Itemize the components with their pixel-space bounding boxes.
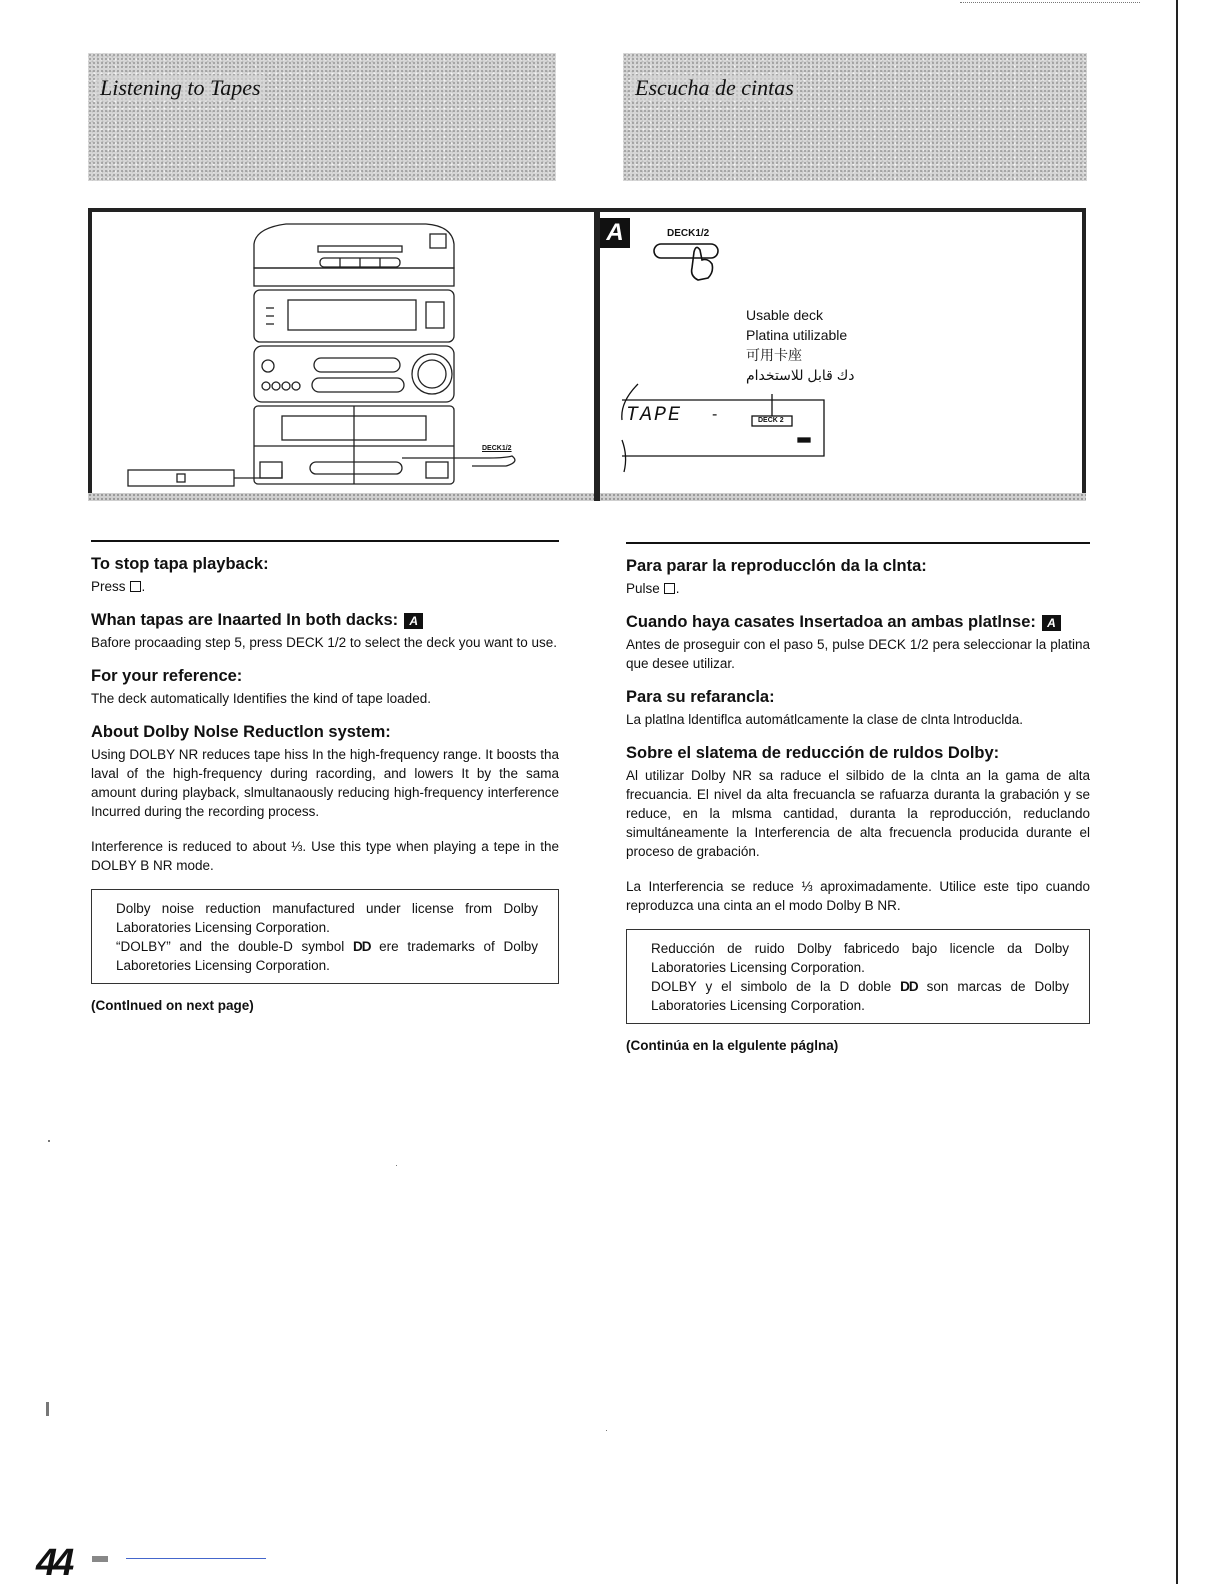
english-license-line-2 — [116, 937, 538, 975]
spanish-reference-heading: Para su refarancla: — [626, 688, 775, 706]
english-license-line-1: Dolby noise reduction manufactured under license from Dolby Laboratories Licensing Corporation. — [116, 901, 538, 935]
spanish-both-decks-heading-text: Cuando haya casates Insertadoa an ambas platlnse: — [626, 613, 1036, 631]
panel-a-badge: A — [600, 218, 630, 248]
spanish-section-banner — [623, 53, 1087, 181]
footer-line — [126, 1558, 266, 1559]
usable-deck-es: Platina utilizable — [746, 327, 848, 343]
spanish-stop-section — [626, 556, 1090, 598]
illustration-divider — [594, 208, 600, 501]
scan-speck — [606, 1430, 607, 1431]
spanish-stop-press: Pulse — [626, 581, 660, 596]
page-edge-rule — [1176, 0, 1178, 1584]
spanish-column-rule — [626, 542, 1090, 544]
english-section-banner — [88, 53, 556, 181]
usable-deck-en: Usable deck — [746, 307, 824, 323]
spanish-license-text-b: son marcas de Dolby Laboratories Licensing Corporation. — [651, 979, 1069, 1013]
english-reference-heading: For your reference: — [91, 667, 243, 685]
english-license-text-a: “DOLBY” and the double-D symbol — [116, 939, 345, 954]
english-reference-body: The deck automatically Identifies the kind of tape loaded. — [91, 691, 431, 706]
top-header-fragment — [960, 2, 1140, 4]
english-both-decks-body: Bafore procaading step 5, press DECK 1/2 to select the deck you want to use. — [91, 635, 558, 650]
spanish-dolby-section — [626, 743, 1090, 915]
spanish-reference-body: La platlna ldentiflca automátlcamente la clase de clnta lntroduclda. — [626, 712, 1023, 727]
usable-deck-ar: دك قابل للاستخدام — [746, 367, 855, 383]
spanish-both-decks-section — [626, 612, 1090, 673]
spanish-license-text-a: DOLBY y el simbolo de la D doble — [651, 979, 892, 994]
english-section-title: Listening to Tapes — [97, 75, 264, 101]
spanish-figure-a-badge: A — [1042, 615, 1061, 631]
stop-icon — [664, 583, 675, 594]
stereo-system-illustration — [96, 216, 592, 492]
display-dash: - — [712, 406, 718, 423]
spanish-license-line-2 — [651, 977, 1069, 1015]
spanish-both-decks-heading — [626, 612, 1090, 632]
spanish-stop-body: Pulse . — [626, 581, 680, 596]
spanish-license-box — [626, 929, 1090, 1024]
spanish-stop-heading: Para parar la reproducclón da la clnta: — [626, 557, 927, 575]
scan-speck — [46, 1402, 49, 1416]
usable-deck-caption — [746, 305, 855, 385]
english-both-decks-heading — [91, 610, 559, 630]
english-dolby-section — [91, 722, 559, 875]
spanish-section-title: Escucha de cintas — [632, 75, 797, 101]
english-license-box — [91, 889, 559, 984]
english-dolby-heading: About Dolby Nolse Reductlon system: — [91, 723, 391, 741]
page-number-rule — [92, 1556, 108, 1562]
tape-display-illustration — [614, 380, 830, 476]
english-license-text-b: ere trademarks of Dolby Laboretories Licensing Corporation. — [116, 939, 538, 973]
display-deck-indicator: DECK 2 — [758, 417, 784, 424]
english-continued-note: (Contlnued on next page) — [91, 998, 254, 1013]
english-column — [91, 540, 559, 1013]
english-figure-a-badge: A — [404, 613, 423, 629]
scan-speck — [48, 1140, 50, 1142]
english-both-decks-section — [91, 610, 559, 652]
spanish-license-line-1: Reducción de ruido Dolby fabricedo bajo licencle da Dolby Laboratories Licensing Corporation. — [651, 941, 1069, 975]
page-number: 44 — [36, 1542, 71, 1584]
spanish-column — [626, 542, 1090, 1053]
spanish-both-decks-body: Antes de proseguir con el paso 5, pulse DECK 1/2 pera seleccionar la platina que desee utilizar. — [626, 637, 1090, 671]
english-column-rule — [91, 540, 559, 542]
double-d-icon: DD — [900, 979, 918, 994]
spanish-reference-section — [626, 687, 1090, 729]
stereo-deck-button-label: DECK1/2 — [482, 445, 512, 452]
english-stop-press: Press — [91, 579, 126, 594]
spanish-continued-note: (Continúa en la elgulente páglna) — [626, 1038, 839, 1053]
english-stop-heading: To stop tapa playback: — [91, 555, 269, 573]
spanish-dolby-body-2: La Interferencia se reduce ⅓ aproximadamente. Utilice este tipo cuando reproduzca una cinta an el modo Dolby B NR. — [626, 879, 1090, 913]
stop-icon — [130, 581, 141, 592]
english-stop-body: Press . — [91, 579, 146, 594]
deck-button-hand-icon — [650, 238, 730, 282]
english-dolby-body-2: Interference is reduced to about ⅓. Use this type when playing a tepe in the DOLBY B NR mode. — [91, 839, 559, 873]
display-tape-text: TAPE — [626, 404, 683, 427]
spanish-dolby-heading: Sobre el slatema de reducción de ruldos Dolby: — [626, 744, 1000, 762]
scan-speck — [396, 1165, 397, 1166]
illustration-frame-shading — [88, 493, 1086, 501]
english-dolby-body-1: Using DOLBY NR reduces tape hiss In the high-frequency range. It boosts tha laval of the high-frequency during racording, and lowers It by the sama amount during playback, slmultanaously reducing high-frequency interference Incurred during the recording process. — [91, 747, 559, 819]
english-both-decks-heading-text: Whan tapas are Inaarted In both dacks: — [91, 611, 399, 629]
deck-button-label: DECK1/2 — [667, 228, 710, 239]
english-stop-section — [91, 554, 559, 596]
usable-deck-zh: 可用卡座 — [746, 347, 802, 363]
spanish-dolby-body-1: Al utilizar Dolby NR sa raduce el silbido de la clnta an la gama de alta frecuancia. El nivel da alta frecuancla se rafuarza duranta la grabación y se reduce, en la mlsma cantidad, duranta la reproducción, reduclando simultáneamente la Interferencia de alta frecuencla producida durante el proceso de grabación. — [626, 768, 1090, 859]
english-reference-section — [91, 666, 559, 708]
double-d-icon: DD — [352, 939, 371, 954]
